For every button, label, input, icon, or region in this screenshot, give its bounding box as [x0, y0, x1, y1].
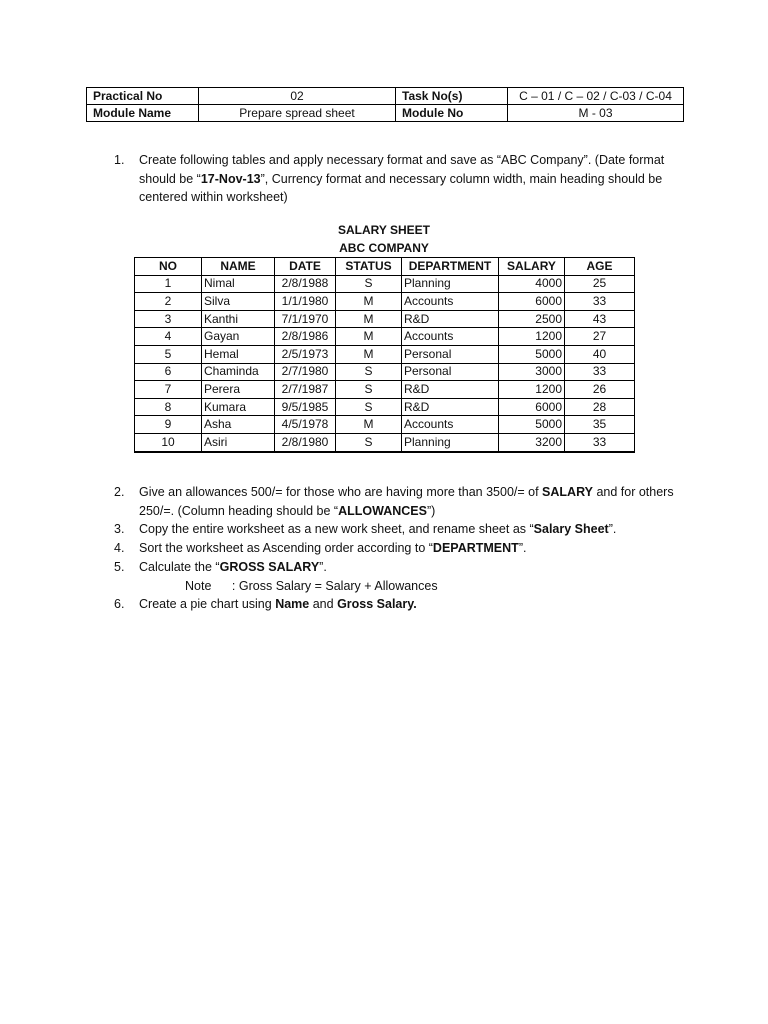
cell-age: 33 — [565, 363, 635, 381]
cell-salary: 3200 — [499, 433, 565, 451]
cell-status: S — [336, 275, 402, 293]
instruction-bold-text: SALARY — [542, 485, 593, 499]
instruction-bold-text: GROSS SALARY — [219, 559, 320, 574]
sheet-title: SALARY SHEET — [337, 223, 430, 237]
cell-no: 9 — [135, 416, 202, 434]
instruction-number: 2. — [114, 485, 125, 499]
cell-no: 2 — [135, 293, 202, 311]
instruction-text: Create following tables and apply necessary format and save as “ABC Company”. (Date format should be “ — [139, 153, 665, 186]
instruction-item-6 — [114, 595, 684, 614]
instruction-text: ”. — [608, 522, 617, 537]
note-text: Gross Salary = Salary + Allowances — [238, 578, 438, 593]
instruction-bold-text: 17-Nov-13 — [200, 171, 261, 186]
column-header-no: NO — [135, 258, 202, 276]
cell-no: 1 — [135, 275, 202, 293]
instruction-number: 1. — [114, 153, 125, 167]
cell-department: Accounts — [402, 416, 499, 434]
cell-department: Accounts — [402, 293, 499, 311]
instruction-text: Give an allowances 500/= for those who are having more than 3500/= of — [139, 485, 543, 499]
instruction-text: Sort the worksheet as Ascending order according to “ — [139, 541, 433, 556]
cell-age: 27 — [565, 328, 635, 346]
cell-status: M — [336, 293, 402, 311]
column-header-name: NAME — [202, 258, 275, 276]
note-label: Note — [185, 578, 212, 593]
cell-status: M — [336, 310, 402, 328]
cell-department: Accounts — [402, 328, 499, 346]
instruction-text: ”. — [518, 541, 527, 556]
table-body — [135, 275, 635, 451]
cell-salary: 6000 — [499, 293, 565, 311]
instruction-text: ”, Currency format and necessary column width, main heading should be centered within worksheet) — [139, 171, 663, 205]
table-row — [135, 381, 635, 399]
task-no-value: C – 01 / C – 02 / C-03 / C-04 — [508, 88, 684, 105]
cell-status: S — [336, 398, 402, 416]
table-row — [135, 328, 635, 346]
cell-status: M — [336, 416, 402, 434]
instruction-text: Copy the entire worksheet as a new work sheet, and rename sheet as “ — [139, 522, 534, 537]
cell-no: 5 — [135, 345, 202, 363]
instruction-bold-text: DEPARTMENT — [432, 541, 519, 556]
column-header-age: AGE — [565, 258, 635, 276]
instruction-number: 5. — [114, 559, 125, 574]
cell-no: 6 — [135, 363, 202, 381]
cell-age: 25 — [565, 275, 635, 293]
cell-name: Asha — [202, 416, 275, 434]
instruction-number: 6. — [114, 597, 125, 612]
cell-salary: 5000 — [499, 345, 565, 363]
cell-department: R&D — [402, 381, 499, 399]
cell-name: Kumara — [202, 398, 275, 416]
note-separator: : — [231, 578, 236, 593]
cell-salary: 4000 — [499, 275, 565, 293]
instruction-text: and for others 250/=. (Column heading should be “ — [139, 485, 674, 518]
instruction-number: 3. — [114, 522, 125, 537]
cell-no: 8 — [135, 398, 202, 416]
instruction-item-4 — [114, 539, 684, 558]
instruction-text: Calculate the “ — [139, 559, 220, 574]
cell-age: 43 — [565, 310, 635, 328]
instructions-list-top — [114, 151, 684, 207]
instruction-item-5 — [114, 558, 684, 577]
instruction-item-2 — [114, 483, 684, 520]
cell-department: Planning — [402, 433, 499, 451]
task-no-label: Task No(s) — [396, 88, 508, 105]
cell-name: Perera — [202, 381, 275, 399]
cell-department: Personal — [402, 363, 499, 381]
module-no-label: Module No — [396, 105, 508, 122]
instruction-bold-text: Salary Sheet — [533, 522, 609, 537]
cell-department: R&D — [402, 310, 499, 328]
instruction-text: Create a pie chart using — [139, 597, 276, 612]
practical-no-value: 02 — [199, 88, 396, 105]
cell-name: Silva — [202, 293, 275, 311]
cell-date: 2/7/1987 — [275, 381, 336, 399]
sheet-subtitle: ABC COMPANY — [339, 241, 429, 255]
practical-info-table — [86, 87, 684, 122]
column-header-department: DEPARTMENT — [402, 258, 499, 276]
cell-name: Gayan — [202, 328, 275, 346]
cell-name: Kanthi — [202, 310, 275, 328]
table-row — [135, 398, 635, 416]
cell-date: 2/5/1973 — [275, 345, 336, 363]
cell-age: 33 — [565, 293, 635, 311]
cell-salary: 1200 — [499, 381, 565, 399]
table-row — [135, 416, 635, 434]
header-row-2 — [87, 105, 684, 122]
instruction-bold-text: ALLOWANCES — [338, 503, 427, 518]
cell-department: Personal — [402, 345, 499, 363]
instruction-text: and — [309, 597, 338, 612]
cell-date: 2/8/1988 — [275, 275, 336, 293]
cell-date: 2/8/1986 — [275, 328, 336, 346]
cell-date: 2/7/1980 — [275, 363, 336, 381]
table-header-row — [135, 258, 635, 276]
header-row-1 — [87, 88, 684, 105]
cell-salary: 5000 — [499, 416, 565, 434]
instruction-item-3 — [114, 520, 684, 539]
cell-salary: 3000 — [499, 363, 565, 381]
column-header-date: DATE — [275, 258, 336, 276]
cell-name: Nimal — [202, 275, 275, 293]
cell-status: M — [336, 328, 402, 346]
cell-date: 4/5/1978 — [275, 416, 336, 434]
table-row — [135, 293, 635, 311]
table-row — [135, 363, 635, 381]
cell-department: R&D — [402, 398, 499, 416]
cell-name: Chaminda — [202, 363, 275, 381]
table-row — [135, 345, 635, 363]
column-header-status: STATUS — [336, 258, 402, 276]
cell-department: Planning — [402, 275, 499, 293]
instructions-list-bottom — [114, 483, 684, 614]
cell-age: 35 — [565, 416, 635, 434]
module-no-value: M - 03 — [508, 105, 684, 122]
cell-date: 9/5/1985 — [275, 398, 336, 416]
instruction-bold-text: Gross Salary. — [337, 597, 417, 612]
table-row — [135, 310, 635, 328]
cell-no: 10 — [135, 433, 202, 451]
cell-status: S — [336, 363, 402, 381]
cell-date: 1/1/1980 — [275, 293, 336, 311]
instruction-note — [114, 577, 684, 596]
cell-name: Asiri — [202, 433, 275, 451]
cell-age: 33 — [565, 433, 635, 451]
instruction-item-1 — [114, 151, 684, 207]
cell-status: M — [336, 345, 402, 363]
cell-name: Hemal — [202, 345, 275, 363]
cell-age: 40 — [565, 345, 635, 363]
module-name-label: Module Name — [87, 105, 199, 122]
cell-salary: 6000 — [499, 398, 565, 416]
instruction-bold-text: Name — [275, 597, 310, 612]
instruction-number: 4. — [114, 541, 125, 556]
cell-status: S — [336, 381, 402, 399]
practical-no-label: Practical No — [87, 88, 199, 105]
cell-salary: 2500 — [499, 310, 565, 328]
instruction-text: ”. — [319, 559, 327, 574]
cell-status: S — [336, 433, 402, 451]
cell-no: 4 — [135, 328, 202, 346]
cell-no: 7 — [135, 381, 202, 399]
cell-age: 28 — [565, 398, 635, 416]
salary-table — [134, 257, 635, 453]
module-name-value: Prepare spread sheet — [199, 105, 396, 122]
column-header-salary: SALARY — [499, 258, 565, 276]
instruction-text: ”) — [426, 503, 436, 518]
cell-age: 26 — [565, 381, 635, 399]
table-row — [135, 275, 635, 293]
cell-date: 2/8/1980 — [275, 433, 336, 451]
table-row — [135, 433, 635, 451]
cell-date: 7/1/1970 — [275, 310, 336, 328]
cell-salary: 1200 — [499, 328, 565, 346]
cell-no: 3 — [135, 310, 202, 328]
